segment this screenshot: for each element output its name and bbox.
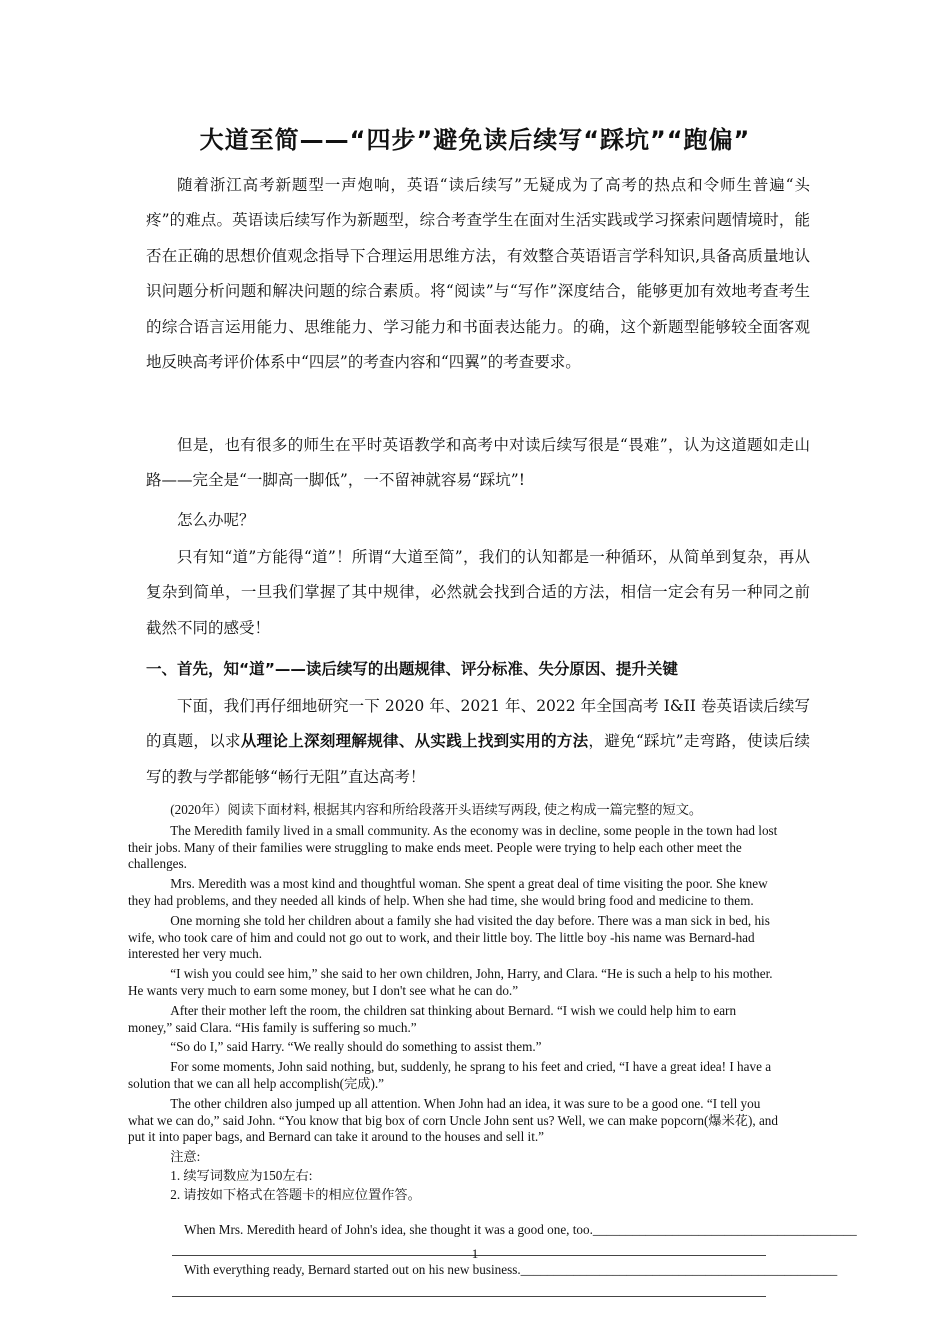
research-text-1: 下面，我们再仔细地研究一下 2020 年、2021 年、2022 年全国高考 I&II 卷英语读后续写的真题，以求 [146,697,810,751]
story-paragraph: One morning she told her children about a family she had visited the day before. There was a man sick in bed, his wife, who took care of him and could not go out to work, and their little boy. The little boy -his name was Bernard-had interested her very much. [128,912,770,962]
note-item: 2. 请按如下格式在答题卡的相应位置作答。 [170,1186,421,1202]
section-heading: 一、首先，知“道”——读后续写的出题规律、评分标准、失分原因、提升关键 [146,660,678,678]
story-paragraph: After their mother left the room, the children sat thinking about Bernard. “I wish we could help him to earn money,” said Clara. “His family is suffering so much.” [128,1002,737,1035]
opening-sentence-2: With everything ready, Bernard started out on his new business. [184,1262,521,1277]
story-paragraph: “I wish you could see him,” she said to her own children, John, Harry, and Clara. “He is such a help to his mother. He wants very much to earn some money, but I don't see what he can do.” [128,966,773,998]
intro-paragraph: 随着浙江高考新题型一声炮响，英语“读后续写”无疑成为了高考的热点和令师生普遍“头疼”的难点。英语读后续写作为新题型，综合考查学生在面对生活实践或学习探索问题情境时，能否在正确的思想价值观念指导下合理运用思维方法，有效整合英语语言学科知识,具备高质量地认识问题分析问题和解决问题的综合素质。将“阅读”与“写作”深度结合，能够更加有效地考查考生的综合语言运用能力、思维能力、学习能力和书面表达能力。的确，这个新题型能够较全面客观地反映高考评价体系中“四层”的考查内容和“四翼”的考查要求。 [146,176,810,372]
research-paragraph [146,689,810,795]
opening-sentence-1: When Mrs. Meredith heard of John's idea, she thought it was a good one, too. [184,1222,593,1237]
research-bold-text: 从理论上深刻理解规律、从实践上找到实用的方法 [240,732,589,751]
story-paragraph: The Meredith family lived in a small community. As the economy was in decline, some people in the town had lost their jobs. Many of their families were struggling to make ends meet. People were trying to help each other meet the challenges. [128,822,778,872]
story-paragraph: “So do I,” said Harry. “We really should do something to assist them.” [170,1039,542,1055]
answer-underline: ________________________________________________ [520,1262,838,1277]
story-paragraph: Mrs. Meredith was a most kind and thoughtful woman. She spent a great deal of time visiting the poor. She knew they had problems, and they needed all kinds of help. When she had time, she would bring food and medicine to them. [128,876,768,908]
page-number: 1 [471,1246,479,1261]
opening-line-1 [184,1222,857,1238]
story-paragraph: The other children also jumped up all attention. When John had an idea, it was sure to be a good one. “I tell you what we can do,” said John. “You know that big box of corn Uncle John sent us? Well, we can make popcorn(爆米花), and put it into paper bags, and Bernard can take it around to the houses and sell it.” [128,1095,778,1145]
opening-line-2 [184,1262,838,1278]
difficulty-paragraph: 但是，也有很多的师生在平时英语教学和高考中对读后续写很是“畏难”，认为这道题如走山路——完全是“一脚高一脚低”，一不留神就容易“踩坑”! [146,436,810,490]
answer-line [172,1296,766,1297]
story-paragraph: For some moments, John said nothing, but, suddenly, he sprang to his feet and cried, “I have a great idea! I have a solution that we can all help accomplish(完成).” [128,1059,772,1091]
note-label: 注意: [170,1149,201,1165]
exam-instruction: (2020年）阅读下面材料, 根据其内容和所给段落开头语续写两段, 使之构成一篇完整的短文。 [170,802,703,817]
exam-excerpt [128,802,778,1206]
answer-underline: ________________________________________ [592,1222,857,1237]
research-text-2: ，避免“踩坑”走弯路，使读后续写的教与学都能够“畅行无阻”直达高考！ [146,732,810,786]
note-item: 1. 续写词数应为150左右: [170,1167,313,1183]
page-title: 大道至简——“四步”避免读后续写“踩坑”“跑偏” [199,126,751,154]
philosophy-paragraph: 只有知“道”方能得“道”！所谓“大道至简”，我们的认知都是一种循环，从简单到复杂，再从复杂到简单，一旦我们掌握了其中规律，必然就会找到合适的方法，相信一定会有另一种同之前截然不同的感受！ [146,548,810,637]
question-paragraph: 怎么办呢？ [177,511,255,529]
